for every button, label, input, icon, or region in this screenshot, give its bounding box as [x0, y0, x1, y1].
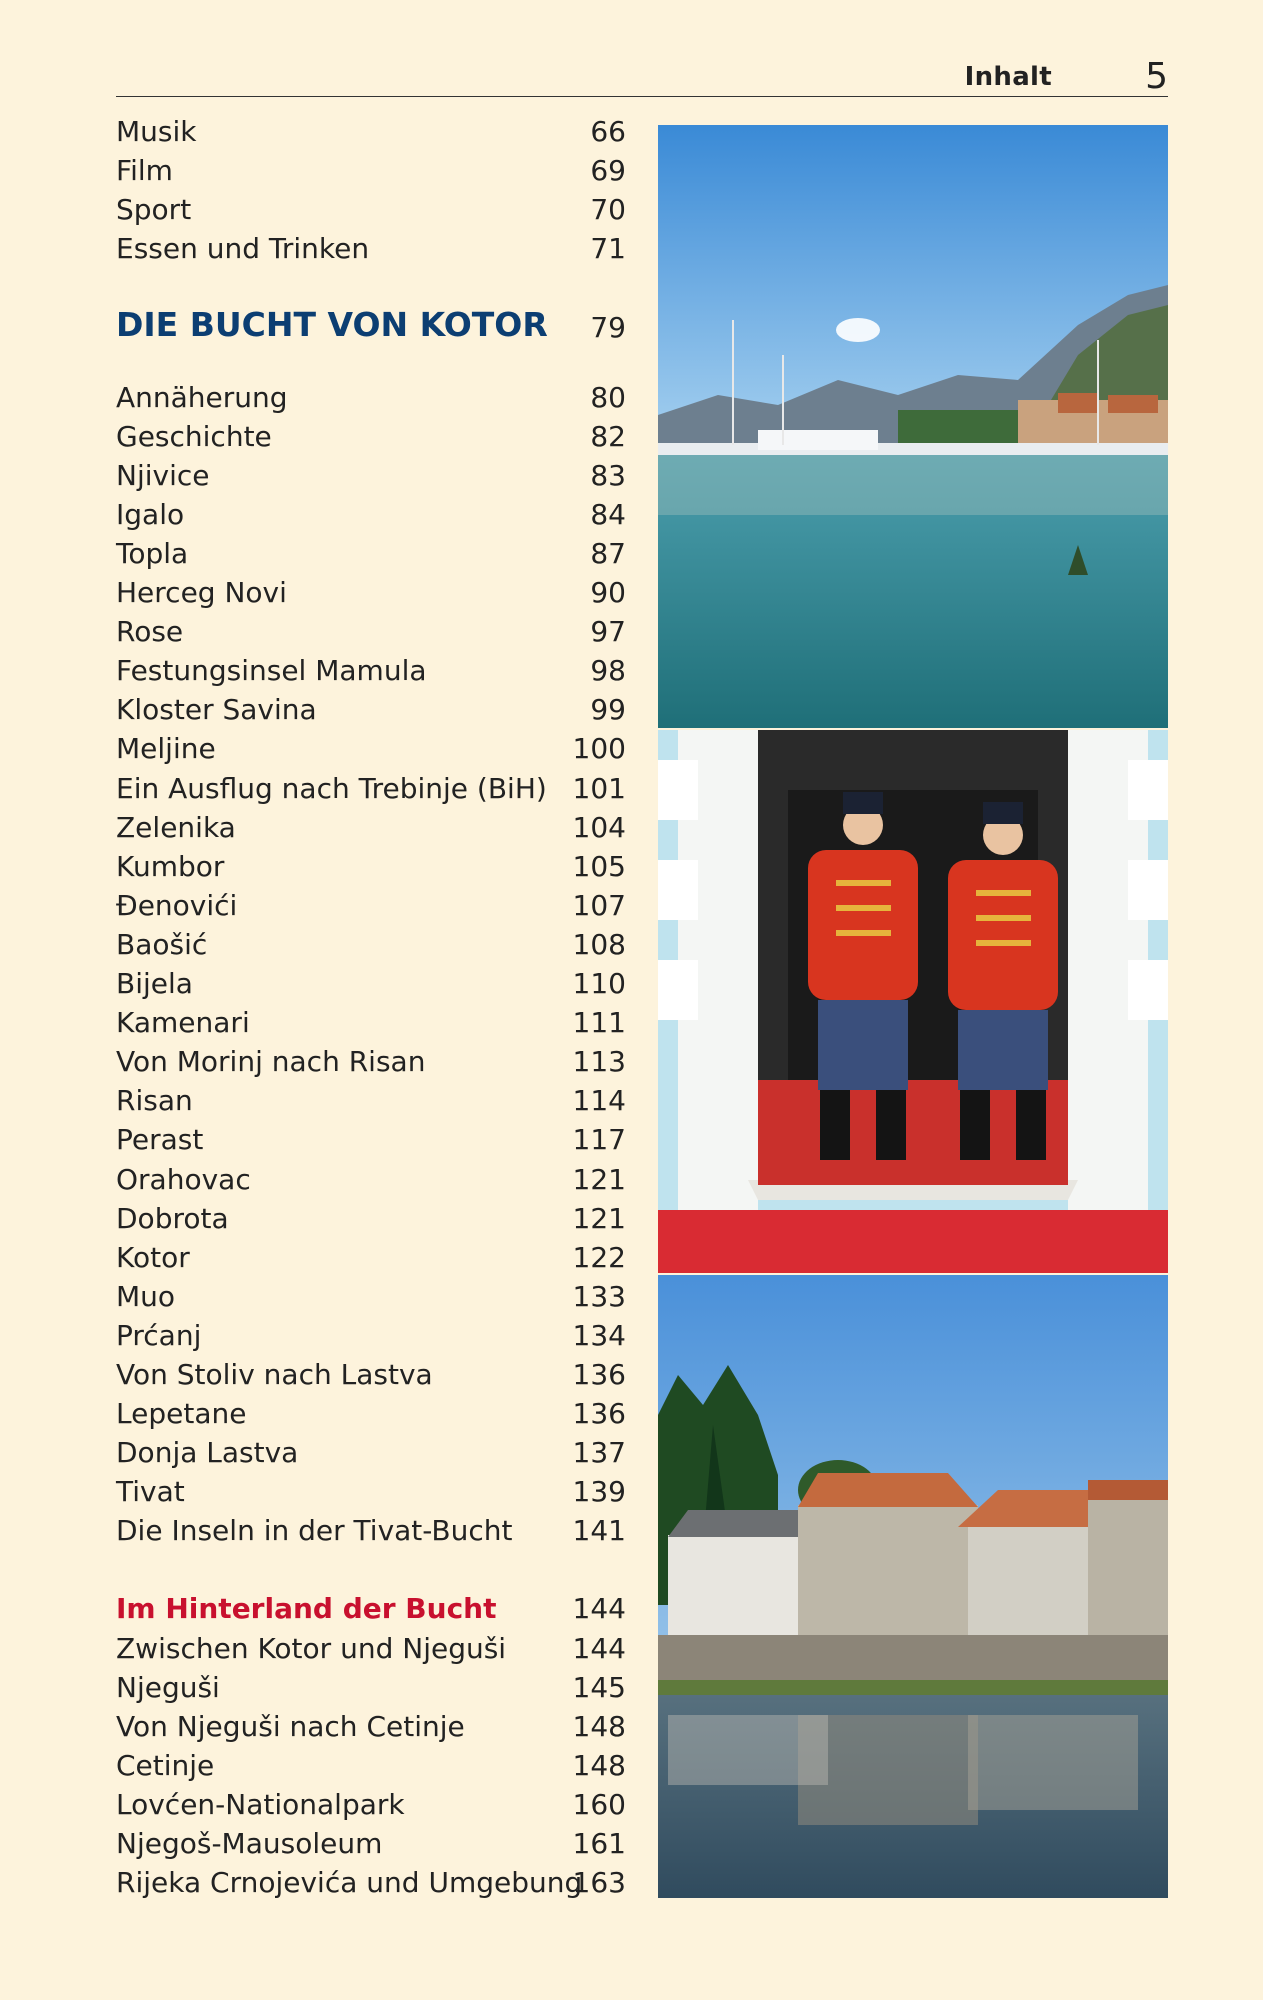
- toc-entry-title: Im Hinterland der Bucht: [116, 1592, 497, 1625]
- toc-entry-page: 148: [572, 1710, 626, 1743]
- toc-entry-page: 113: [572, 1045, 626, 1078]
- toc-entry-page: 84: [590, 498, 626, 531]
- toc-entry-title: Đenovići: [116, 889, 238, 922]
- toc-entry-page: 148: [572, 1749, 626, 1782]
- toc-entry: [116, 1006, 626, 1044]
- toc-entry-title: Kamenari: [116, 1006, 250, 1039]
- toc-entry-page: 70: [590, 193, 626, 226]
- toc-entry: [116, 1671, 626, 1709]
- toc-entry-page: 139: [572, 1475, 626, 1508]
- toc-entry-title: Cetinje: [116, 1749, 215, 1782]
- toc-entry: [116, 889, 626, 927]
- toc-entry-title: Festungsinsel Mamula: [116, 654, 427, 687]
- toc-entry-title: Muo: [116, 1280, 176, 1313]
- toc-entry-page: 69: [590, 154, 626, 187]
- toc-entry: [116, 811, 626, 849]
- toc-entry-title: Essen und Trinken: [116, 232, 370, 265]
- toc-entry-page: 101: [572, 772, 626, 805]
- toc-entry-title: Meljine: [116, 732, 216, 765]
- toc-entry: [116, 1632, 626, 1670]
- toc-chapter-heading: [116, 305, 626, 349]
- toc-entry-page: 117: [572, 1123, 626, 1156]
- toc-entry-page: 161: [572, 1827, 626, 1860]
- toc-entry-title: Bijela: [116, 967, 193, 1000]
- toc-entry: [116, 1436, 626, 1474]
- toc-entry: [116, 1397, 626, 1435]
- toc-entry-title: Prćanj: [116, 1319, 202, 1352]
- toc-entry-page: 145: [572, 1671, 626, 1704]
- toc-entry-title: Baošić: [116, 928, 208, 961]
- section-title: Inhalt: [964, 62, 1052, 92]
- toc-entry-title: Geschichte: [116, 420, 272, 453]
- photo-column: [658, 125, 1168, 1898]
- toc-section-heading: [116, 1592, 626, 1630]
- toc-entry-page: 87: [590, 537, 626, 570]
- toc-entry-title: Kloster Savina: [116, 693, 317, 726]
- toc-entry: [116, 1514, 626, 1552]
- toc-entry: [116, 654, 626, 692]
- toc-entry-page: 160: [572, 1788, 626, 1821]
- guards-photo: [658, 730, 1168, 1273]
- toc-entry-title: Herceg Novi: [116, 576, 287, 609]
- toc-entry-page: 71: [590, 232, 626, 265]
- toc-entry-title: Njegoš-Mausoleum: [116, 1827, 383, 1860]
- toc-entry-page: 99: [590, 693, 626, 726]
- toc-entry: [116, 928, 626, 966]
- toc-entry: [116, 693, 626, 731]
- toc-entry-title: Orahovac: [116, 1163, 251, 1196]
- toc-entry-page: 83: [590, 459, 626, 492]
- toc-entry-page: 100: [572, 732, 626, 765]
- toc-entry: [116, 1123, 626, 1161]
- toc-entry-page: 105: [572, 850, 626, 883]
- riverside-town-photo: [658, 1275, 1168, 1898]
- toc-entry-title: Film: [116, 154, 173, 187]
- toc-entry-title: Topla: [116, 537, 189, 570]
- toc-entry-title: Dobrota: [116, 1202, 229, 1235]
- toc-entry-title: Njivice: [116, 459, 210, 492]
- page-header: [116, 56, 1168, 97]
- toc-entry-page: 137: [572, 1436, 626, 1469]
- toc-entry-title: Von Njeguši nach Cetinje: [116, 1710, 465, 1743]
- toc-entry: [116, 1827, 626, 1865]
- toc-entry-title: Kumbor: [116, 850, 225, 883]
- toc-entry-page: 111: [572, 1006, 626, 1039]
- toc-entry: [116, 154, 626, 192]
- toc-entry: [116, 1163, 626, 1201]
- toc-entry: [116, 1241, 626, 1279]
- toc-entry-title: Kotor: [116, 1241, 190, 1274]
- toc-entry-title: Sport: [116, 193, 192, 226]
- toc-entry-title: Von Stoliv nach Lastva: [116, 1358, 433, 1391]
- toc-entry-title: Tivat: [116, 1475, 185, 1508]
- toc-entry: [116, 1202, 626, 1240]
- toc-entry-title: Annäherung: [116, 381, 288, 414]
- toc-entry-title: Lepetane: [116, 1397, 247, 1430]
- toc-entry-page: 82: [590, 420, 626, 453]
- toc-entry: [116, 615, 626, 653]
- toc-entry: [116, 1475, 626, 1513]
- toc-entry: [116, 576, 626, 614]
- toc-entry: [116, 772, 626, 810]
- toc-entry-page: 144: [572, 1632, 626, 1665]
- toc-entry-page: 136: [572, 1397, 626, 1430]
- toc-entry-page: 163: [572, 1866, 626, 1899]
- toc-entry-title: Igalo: [116, 498, 185, 531]
- toc-entry: [116, 967, 626, 1005]
- toc-entry-page: 121: [572, 1202, 626, 1235]
- toc-entry: [116, 1045, 626, 1083]
- toc-entry-page: 90: [590, 576, 626, 609]
- toc-entry: [116, 1084, 626, 1122]
- toc-entry-page: 121: [572, 1163, 626, 1196]
- toc-entry-page: 97: [590, 615, 626, 648]
- toc-entry: [116, 1358, 626, 1396]
- toc-entry-page: 133: [572, 1280, 626, 1313]
- toc-entry-title: DIE BUCHT VON KOTOR: [116, 305, 548, 344]
- toc-entry: [116, 1710, 626, 1748]
- toc-entry-page: 136: [572, 1358, 626, 1391]
- toc-entry-page: 104: [572, 811, 626, 844]
- toc-entry-page: 66: [590, 115, 626, 148]
- toc-entry-title: Rijeka Crnojevića und Umgebung: [116, 1866, 583, 1899]
- toc-entry-title: Rose: [116, 615, 184, 648]
- toc-entry: [116, 381, 626, 419]
- toc-entry-page: 114: [572, 1084, 626, 1117]
- toc-entry-title: Ein Ausflug nach Trebinje (BiH): [116, 772, 547, 805]
- toc-entry-page: 110: [572, 967, 626, 1000]
- toc-entry-page: 122: [572, 1241, 626, 1274]
- toc-entry-page: 134: [572, 1319, 626, 1352]
- toc-entry: [116, 537, 626, 575]
- toc-entry: [116, 193, 626, 231]
- toc-entry-page: 79: [590, 311, 626, 344]
- toc-entry-title: Von Morinj nach Risan: [116, 1045, 426, 1078]
- toc-entry-page: 108: [572, 928, 626, 961]
- toc-entry: [116, 498, 626, 536]
- toc-entry-title: Lovćen-Nationalpark: [116, 1788, 405, 1821]
- toc-entry: [116, 1749, 626, 1787]
- toc-entry: [116, 115, 626, 153]
- toc-entry: [116, 459, 626, 497]
- toc-entry: [116, 732, 626, 770]
- toc-entry: [116, 232, 626, 270]
- toc-entry: [116, 1788, 626, 1826]
- toc-entry-title: Musik: [116, 115, 197, 148]
- toc-entry-title: Zwischen Kotor und Njeguši: [116, 1632, 507, 1665]
- toc-entry-title: Perast: [116, 1123, 204, 1156]
- toc-entry-page: 144: [572, 1592, 626, 1625]
- toc-entry: [116, 420, 626, 458]
- toc-entry-page: 141: [572, 1514, 626, 1547]
- toc-entry-title: Donja Lastva: [116, 1436, 299, 1469]
- toc-entry-title: Njeguši: [116, 1671, 220, 1704]
- page-number: 5: [1145, 56, 1168, 97]
- harbor-photo: [658, 125, 1168, 728]
- toc-entry-title: Die Inseln in der Tivat-Bucht: [116, 1514, 513, 1547]
- toc-entry: [116, 850, 626, 888]
- toc-entry: [116, 1280, 626, 1318]
- toc-entry-title: Zelenika: [116, 811, 236, 844]
- toc-entry-title: Risan: [116, 1084, 193, 1117]
- toc-entry-page: 80: [590, 381, 626, 414]
- toc-entry-page: 107: [572, 889, 626, 922]
- toc-entry-page: 98: [590, 654, 626, 687]
- toc-entry: [116, 1319, 626, 1357]
- toc-entry: [116, 1866, 626, 1904]
